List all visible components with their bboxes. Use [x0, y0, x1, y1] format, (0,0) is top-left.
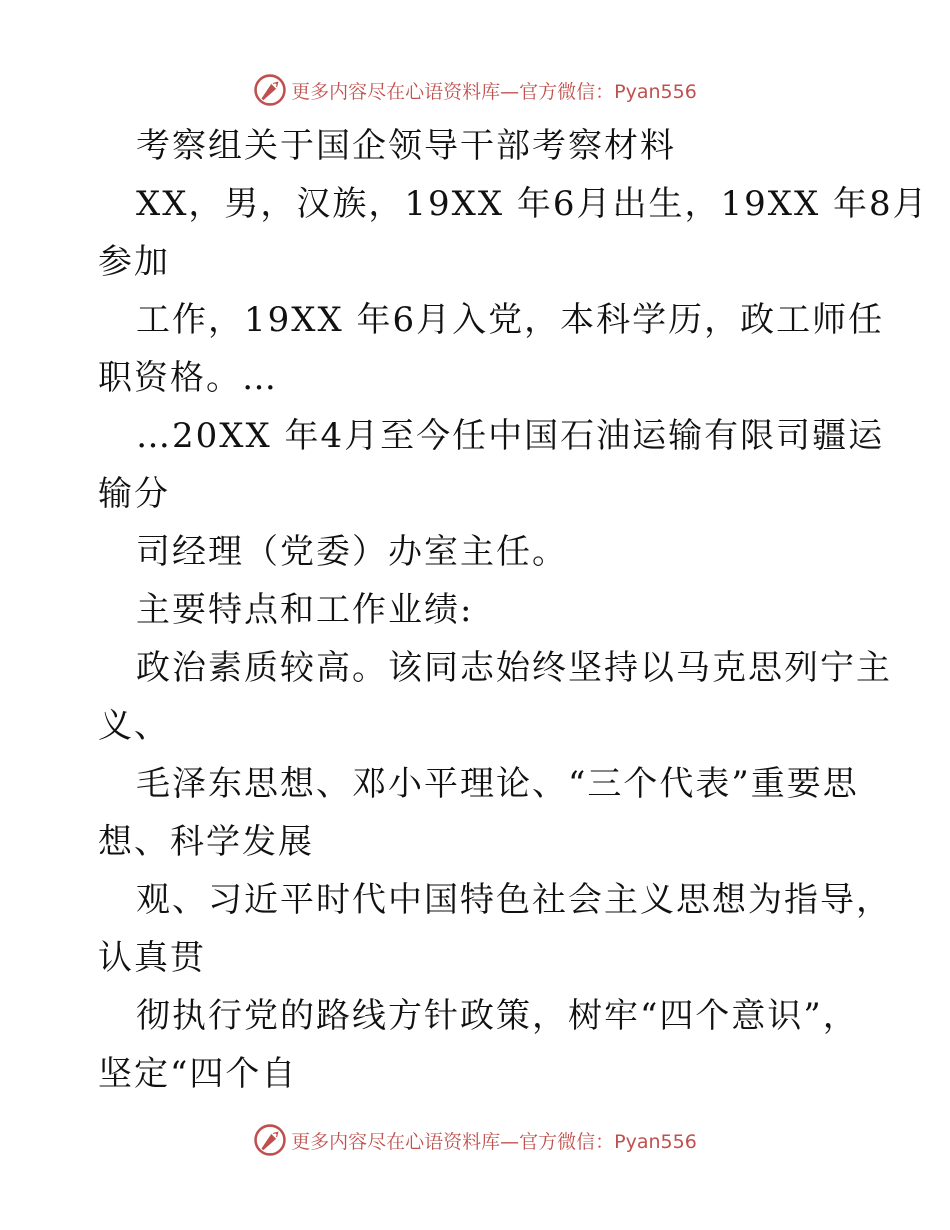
footer-watermark-text: 更多内容尽在心语资料库—官方微信：Pyan556: [291, 1130, 697, 1153]
paragraph-line: 彻执行党的路线方针政策，树牢“四个意识”，: [136, 996, 859, 1036]
paragraph-line: 观、习近平时代中国特色社会主义思想为指导，: [136, 880, 892, 920]
pen-nib-logo-icon: [253, 73, 287, 107]
paragraph-line: 义、: [98, 706, 170, 746]
paragraph-line: 政治素质较高。该同志始终坚持以马克思列宁主: [136, 648, 892, 688]
header-watermark-text: 更多内容尽在心语资料库—官方微信：Pyan556: [291, 80, 697, 103]
paragraph-line: 想、科学发展: [98, 822, 314, 862]
paragraph-line: …20XX 年4月至今任中国石油运输有限司疆运: [136, 416, 885, 456]
document-title: 考察组关于国企领导干部考察材料: [136, 126, 676, 166]
paragraph-line: 工作，19XX 年6月入党，本科学历，政工师任: [136, 300, 885, 340]
paragraph-line: XX，男，汉族，19XX 年6月出生，19XX 年8月: [136, 184, 929, 224]
section-heading: 主要特点和工作业绩:: [136, 590, 474, 630]
footer-watermark-banner: [0, 1120, 950, 1160]
header-watermark-banner: [0, 70, 950, 110]
pen-nib-logo-icon: [253, 1123, 287, 1157]
paragraph-line: 认真贯: [98, 938, 206, 978]
paragraph-line: 坚定“四个自: [98, 1054, 298, 1094]
paragraph-line: 毛泽东思想、邓小平理论、“三个代表”重要思: [136, 764, 859, 804]
paragraph-line: 司经理（党委）办室主任。: [136, 532, 568, 572]
paragraph-line: 输分: [98, 474, 170, 514]
document-body: [98, 117, 929, 1103]
paragraph-line: 职资格。…: [98, 358, 278, 398]
paragraph-line: 参加: [98, 242, 170, 282]
